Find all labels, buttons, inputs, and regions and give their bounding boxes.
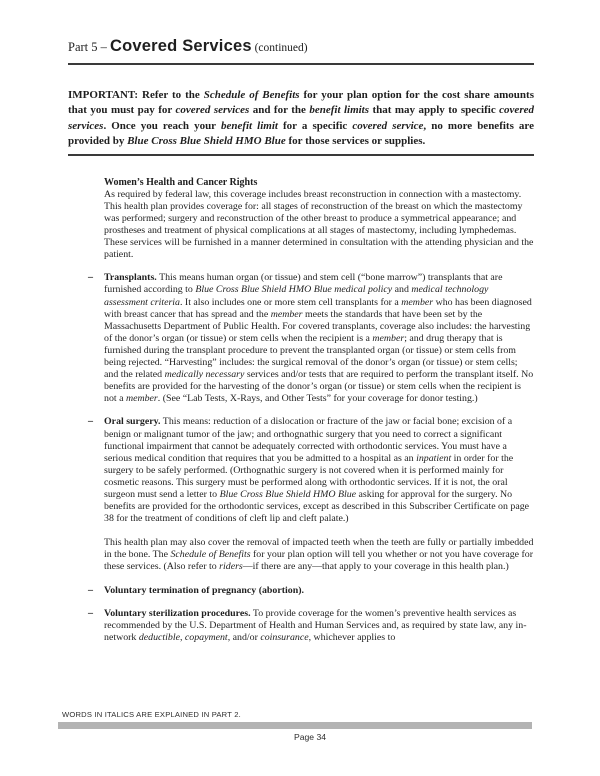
italics-footnote: WORDS IN ITALICS ARE EXPLAINED IN PART 2.	[62, 710, 241, 719]
page-header	[68, 36, 534, 59]
list-item-text	[104, 585, 534, 597]
section-heading: Women’s Health and Cancer Rights	[104, 176, 258, 188]
list-item-transplants	[88, 272, 534, 405]
list-item-oral-surgery	[88, 416, 534, 573]
transplants-paragraph: Transplants. This means human organ (or tissue) and stem cell (“bone marrow”) transplants that are furnished according to Blue Cross Blue Shield HMO Blue medical policy and medical technology assessment criteria. It also includes one or more stem cell transplants for a member who has been diagnosed with breast cancer that has spread and the member meets the standards that have been set by the Massachusetts Department of Public Health. For covered transplants, coverage also includes: the harvesting of the donor’s organ (or tissue) or stem cells when the recipient is a member; and drug therapy that is furnished during the transplant procedure to prevent the transplanted organ (or tissue) or stem cells from being rejected. “Harvesting” includes: the surgical removal of the donor’s organ (or tissue) or stem cells; and the related medically necessary services and/or tests that are required to perform the transplant itself. No benefits are provided for the harvesting of the donor’s organ (or tissue) or stem cells when the recipient is not a member. (See “Lab Tests, X-Rays, and Other Tests” for your coverage for donor testing.)	[104, 272, 534, 405]
list-item-text	[104, 416, 534, 573]
list-item-text	[104, 272, 534, 405]
header-rule	[68, 63, 534, 65]
footer-divider-bar	[58, 722, 532, 729]
sterilization-paragraph: Voluntary sterilization procedures. To provide coverage for the women’s preventive health services as recommended by the U.S. Department of Health and Human Services and, as required by state law, any in-network deductible, copayment, and/or coinsurance, whichever applies to	[104, 607, 527, 643]
part-label: Part 5 –	[68, 40, 111, 54]
page-number: Page 34	[293, 732, 327, 742]
termination-paragraph: Voluntary termination of pregnancy (abortion).	[104, 584, 304, 596]
notice-rule	[68, 154, 534, 156]
continued-label: (continued)	[251, 42, 308, 54]
oral-surgery-paragraph-2: This health plan may also cover the removal of impacted teeth when the teeth are fully or partially imbedded in the bone. The Schedule of Benefits for your plan option will tell you whether or not you have coverage for these services. (Also refer to riders—if there are any—that apply to your coverage in this health plan.)	[104, 537, 534, 573]
bullet-dash: –	[88, 416, 93, 428]
list-item-sterilization	[88, 608, 534, 644]
page-title: Covered Services	[110, 37, 252, 55]
list-item-text	[104, 608, 534, 644]
bullet-dash: –	[88, 584, 93, 596]
section-paragraph: As required by federal law, this coverage includes breast reconstruction in connection with a mastectomy. This health plan provides coverage for: all stages of reconstruction of the breast on which the mastectomy was performed; surgery and reconstruction of the other breast to produce a symmetrical appearance; and prostheses and treatment of physical complications at all stages of mastectomy, including lymphedemas. These services will be furnished in a manner determined in consultation with the attending physician and the patient.	[104, 188, 534, 261]
list-item-pregnancy-termination	[88, 585, 534, 597]
important-notice: IMPORTANT: Refer to the Schedule of Benefits for your plan option for the cost share amounts that you must pay for covered services and for the benefit limits that may apply to specific covered services. Once you reach your benefit limit for a specific covered service, no more benefits are provided by Blue Cross Blue Shield HMO Blue for those services or supplies.	[68, 89, 534, 148]
bullet-dash: –	[88, 272, 93, 284]
bullet-dash: –	[88, 607, 93, 619]
oral-surgery-paragraph-1: Oral surgery. This means: reduction of a dislocation or fracture of the jaw or facial bone; excision of a benign or malignant tumor of the jaw; and orthognathic surgery that you need to correct a significant functional impairment that cannot be adequately corrected with orthodontic services. You must have a serious medical condition that requires that you be admitted to a hospital as an inpatient in order for the surgery to be safely performed. (Orthognathic surgery is not covered when it is performed mainly for cosmetic reasons. This surgery must be performed along with orthodontic services. If it is not, the oral surgeon must send a letter to Blue Cross Blue Shield HMO Blue asking for approval for the surgery. No benefits are provided for the orthodontic services, except as described in this Subscriber Certificate on page 38 for the treatment of conditions of cleft lip and cleft palate.)	[104, 416, 530, 525]
